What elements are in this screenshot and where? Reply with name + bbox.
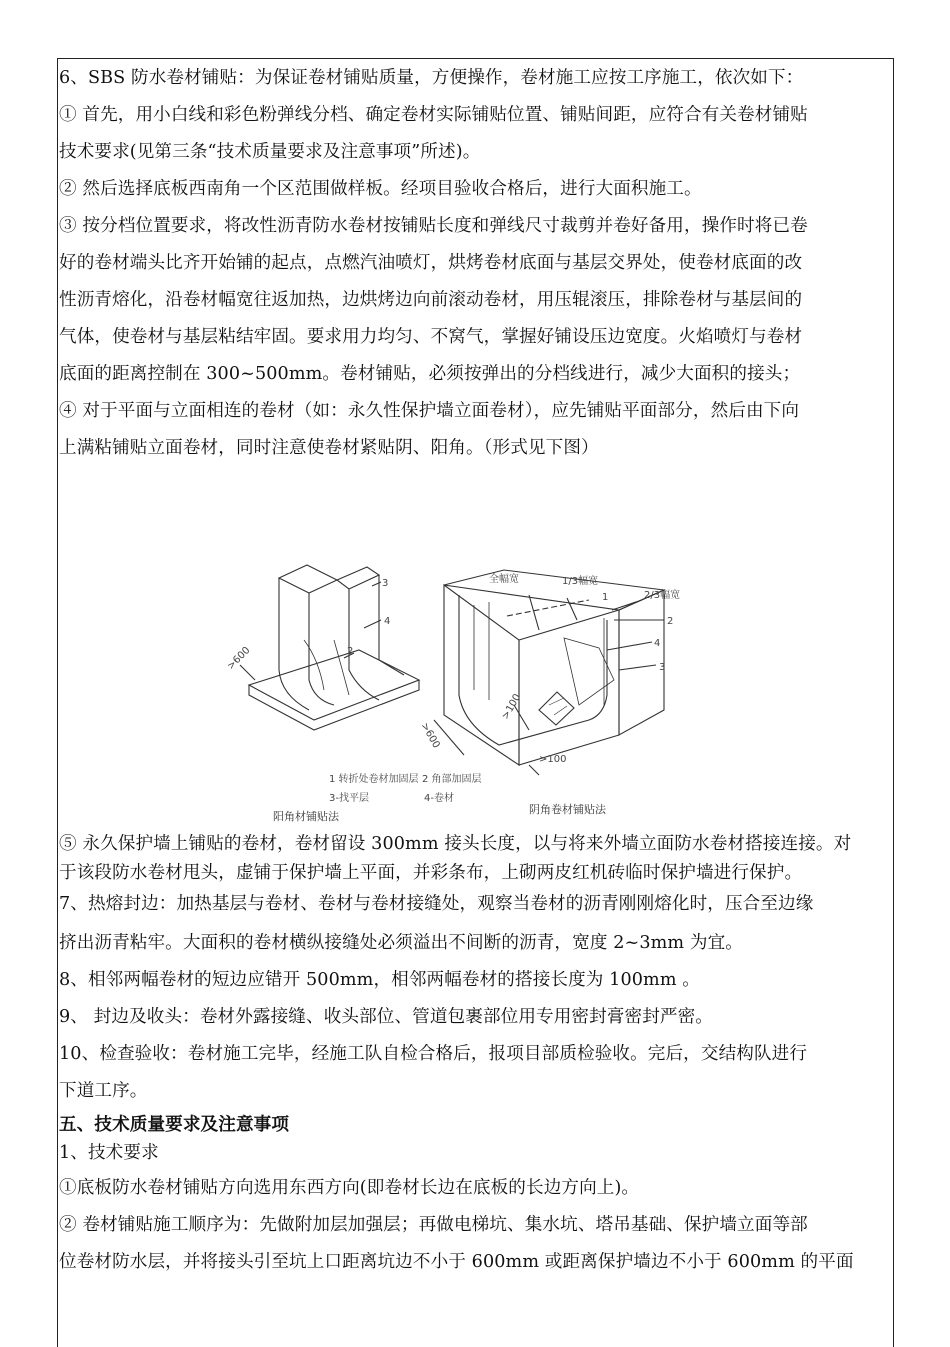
pit-bottom-hatch: [549, 698, 567, 715]
dim-100-line: [529, 765, 539, 775]
label-num-1-right: 1: [602, 592, 609, 603]
paragraph: 上满粘铺贴立面卷材，同时注意使卷材紧贴阴、阳角。（形式见下图）: [59, 438, 599, 458]
full-width-line: [507, 600, 589, 616]
paragraph-group-top: [59, 60, 889, 467]
waterproofing-diagram: [59, 520, 889, 880]
paragraph: 好的卷材端头比齐开始铺的起点，点燃汽油喷灯，烘烤卷材底面与基层交界处，使卷材底面的改: [59, 253, 803, 273]
paragraph: 技术要求(见第三条“技术质量要求及注意事项”所述)。: [59, 142, 481, 162]
section-heading: 五、技术质量要求及注意事项: [59, 1114, 290, 1135]
pit-inner-membrane: [459, 595, 607, 745]
label-num-4-left: 4: [384, 616, 391, 627]
corner-top: [279, 565, 337, 593]
paragraph: ⑤ 永久保护墙上铺贴的卷材，卷材留设 300mm 接头长度，以与将来外墙立面防水卷材搭接连接。对: [59, 834, 852, 854]
label-full-width: 全幅宽: [489, 574, 519, 585]
corner-wall-mid: [309, 593, 334, 705]
paragraph: 6、SBS 防水卷材铺贴：为保证卷材铺贴质量，方便操作，卷材施工应按工序施工，依次如下：: [59, 68, 804, 88]
pit-wall-right: [619, 590, 664, 735]
corner-wall-right: [379, 575, 404, 675]
paragraph: 10、检查验收：卷材施工完毕，经施工队自检合格后，报项目部质检验收。完后，交结构队进行: [59, 1044, 808, 1064]
corner-wall-left: [279, 578, 309, 710]
left-figure-caption: 阳角材铺贴法: [273, 810, 339, 823]
leader-3: [372, 582, 381, 586]
paragraph: 底面的距离控制在 300~500mm。卷材铺贴，必须按弹出的分档线进行，减少大面积的接头；: [59, 364, 801, 384]
pit-inner-lines: [474, 602, 604, 705]
legend-item-2: 2 角部加固层: [422, 774, 482, 785]
paragraph: ①底板防水卷材铺贴方向选用东西方向(即卷材长边在底板的长边方向上)。: [59, 1178, 640, 1198]
legend-item-4: 4-卷材: [424, 793, 454, 804]
leader-two-third: [612, 600, 642, 610]
leader-3-right: [619, 665, 656, 670]
paragraph: ② 卷材铺贴施工顺序为：先做附加层加强层；再做电梯坑、集水坑、塔吊基础、保护墙立面等部: [59, 1215, 808, 1235]
diagram-svg: [59, 520, 889, 880]
label-num-2-right: 2: [667, 616, 674, 627]
pit-wall-left: [444, 585, 519, 765]
label-two-third-width: 2/3幅宽: [644, 590, 681, 601]
paragraph: 7、热熔封边：加热基层与卷材、卷材与卷材接缝处，观察当卷材的沥青刚刚熔化时，压合至边缘: [59, 894, 814, 914]
label-dim-100: >100: [539, 754, 567, 765]
paragraph: 9、 封边及收头：卷材外露接缝、收头部位、管道包裹部位用专用密封膏密封严密。: [59, 1007, 713, 1027]
corner-base: [249, 650, 419, 720]
paragraph: ② 然后选择底板西南角一个区范围做样板。经项目验收合格后，进行大面积施工。: [59, 179, 702, 199]
pit-bottom-corner: [539, 692, 574, 725]
paragraph: ① 首先，用小白线和彩色粉弹线分档、确定卷材实际铺贴位置、铺贴间距，应符合有关卷材铺贴: [59, 105, 808, 125]
paragraph: 位卷材防水层，并将接头引至坑上口距离坑边不小于 600mm 或距离保护墙边不小于 600mm 的平面: [59, 1252, 854, 1272]
leader-full-width: [529, 595, 539, 630]
corner-wall-inner: [349, 589, 379, 700]
label-num-3-left: 3: [382, 578, 389, 589]
label-third-width: 1/3幅宽: [562, 576, 599, 587]
right-figure-caption: 阴角卷材铺贴法: [529, 803, 606, 816]
leader-third-width: [567, 598, 577, 620]
paragraph: 挤出沥青粘牢。大面积的卷材横纵接缝处必须溢出不间断的沥青，宽度 2~3mm 为宜。: [59, 933, 743, 953]
leader-4-right: [607, 642, 652, 650]
paragraph: 性沥青熔化，沿卷材幅宽往返加热，边烘烤边向前滚动卷材，用压辊滚压，排除卷材与基层间的: [59, 290, 803, 310]
label-dim-600-left: >600: [225, 644, 253, 673]
legend-item-1: 1 转折处卷材加固层: [329, 774, 419, 785]
paragraph: ③ 按分档位置要求，将改性沥青防水卷材按铺贴长度和弹线尺寸裁剪并卷好备用，操作时将已卷: [59, 216, 808, 236]
paragraph-group-middle: [59, 830, 889, 1281]
label-dim-600-right: >600: [418, 721, 442, 751]
subheading: 1、技术要求: [59, 1143, 159, 1163]
paragraph: 气体，使卷材与基层粘结牢固。要求用力均匀、不窝气，掌握好铺设压边宽度。火焰喷灯与卷材: [59, 327, 803, 347]
label-num-3-right: 3: [659, 662, 666, 673]
label-num-4-right: 4: [654, 638, 661, 649]
dim-600-left-line: [240, 665, 255, 680]
legend-item-3: 3-找平层: [329, 793, 369, 804]
paragraph: 8、相邻两幅卷材的短边应错开 500mm，相邻两幅卷材的搭接长度为 100mm 。: [59, 970, 700, 990]
paragraph: ④ 对于平面与立面相连的卷材（如：永久性保护墙立面卷材），应先铺贴平面部分，然后由下向: [59, 401, 800, 421]
label-dim-100-inner: >100: [500, 692, 524, 722]
paragraph: 于该段防水卷材甩头，虚铺于保护墙上平面，并彩条布，上砌两皮红机砖临时保护墙进行保护。: [59, 863, 803, 883]
document-body: [59, 60, 889, 1272]
label-num-2-left: 2: [347, 646, 354, 657]
paragraph: 下道工序。: [59, 1081, 148, 1101]
